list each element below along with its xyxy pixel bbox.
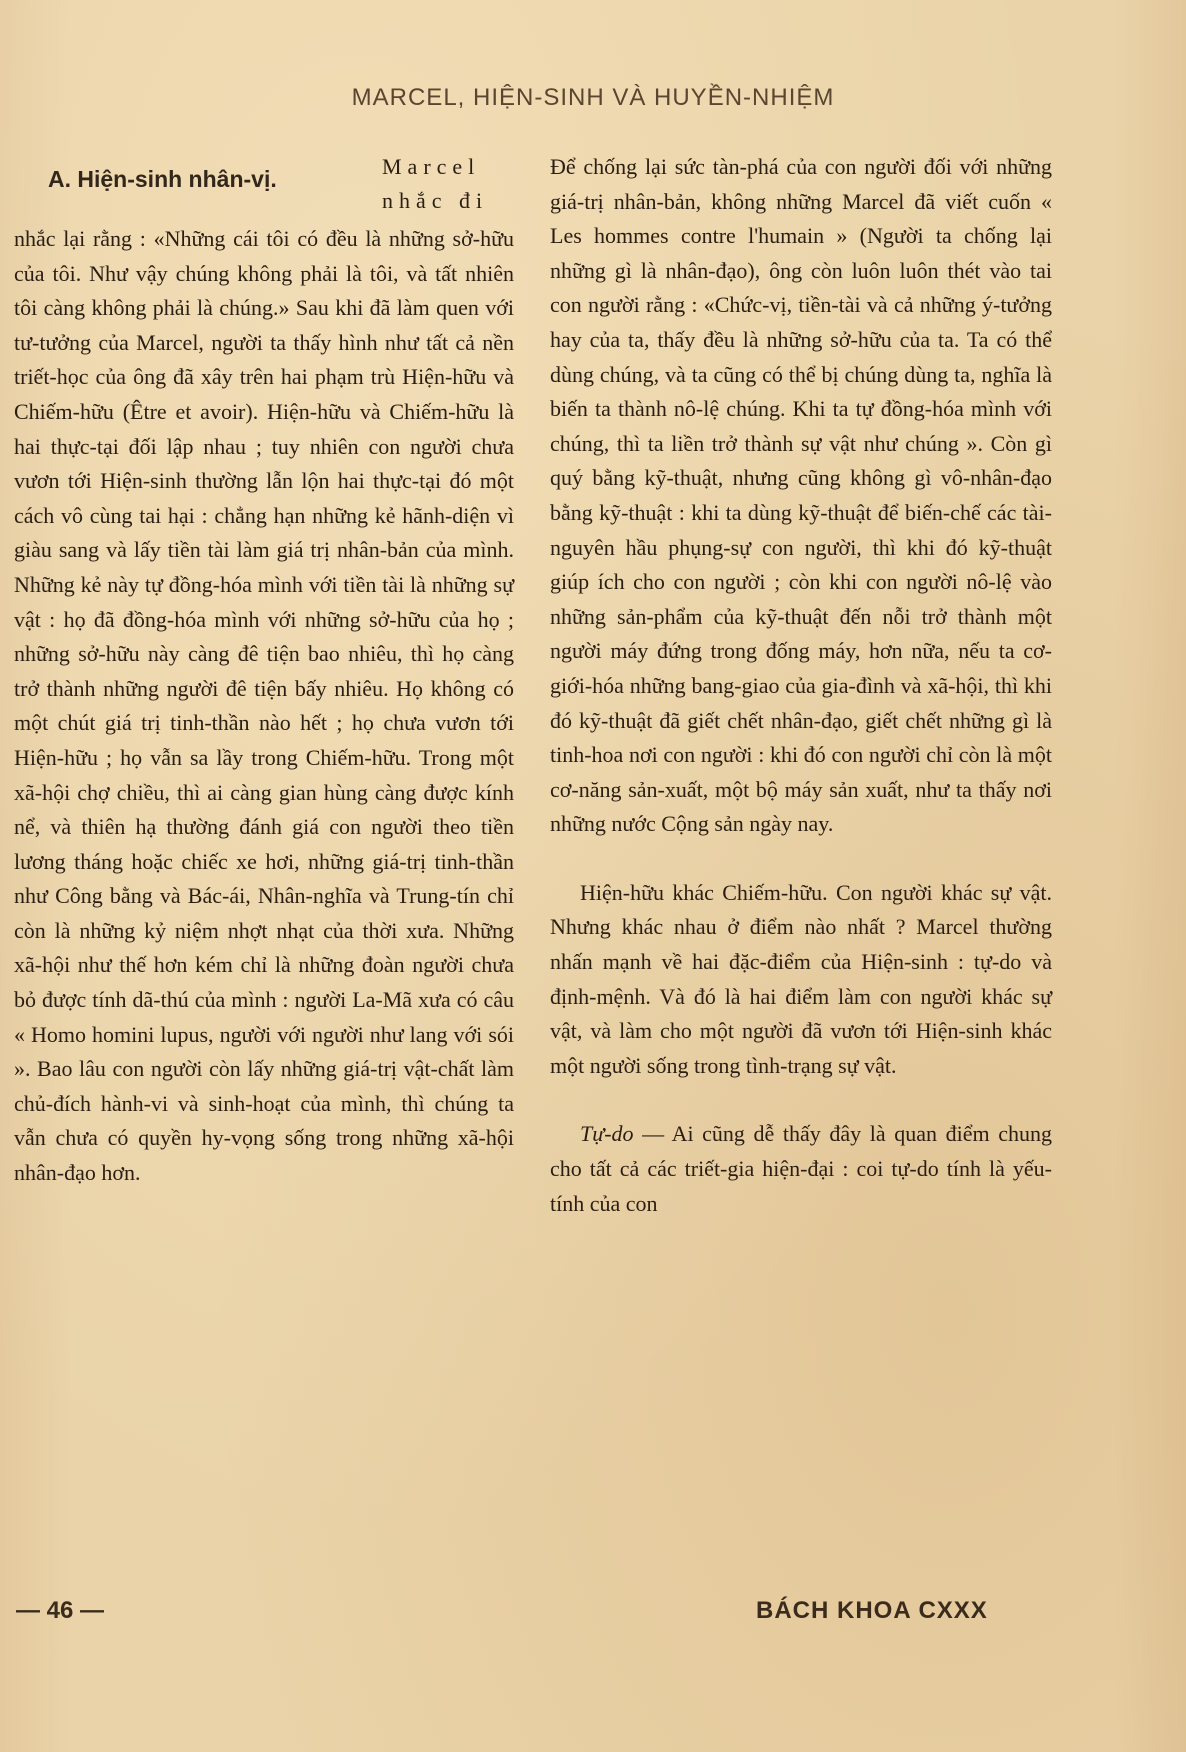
left-paragraph: nhắc lại rằng : «Những cái tôi có đều là những sở-hữu của tôi. Như vậy chúng không phải là tôi, và tất nhiên tôi càng không phải là chúng.» Sau khi đã làm quen với tư-tưởng của Marcel, người ta thấy hình như tất cả nền triết-học của ông đã xây trên hai phạm trù Hiện-hữu và Chiếm-hữu (Être et avoir). Hiện-hữu và Chiếm-hữu là hai thực-tại đối lập nhau ; tuy nhiên con người chưa vươn tới Hiện-sinh thường lẫn lộn hai thực-tại đó một cách vô cùng tai hại : chẳng hạn những kẻ hãnh-diện vì giàu sang và lấy tiền tài làm giá trị nhân-bản của mình. Những kẻ này tự đồng-hóa mình với tiền tài là những sự vật : họ đã đồng-hóa mình với những sở-hữu của họ ; những sở-hữu này càng đê tiện bao nhiêu, thì họ càng trở thành những người đê tiện bấy nhiêu. Họ không có một chút giá trị tinh-thần nào hết ; họ chưa vươn tới Hiện-hữu ; họ vẫn sa lầy trong Chiếm-hữu. Trong một xã-hội chợ chiều, thì ai càng gian hùng càng được kính nể, và thiên hạ thường đánh giá con người theo tiền lương tháng hoặc chiếc xe hơi, những giá-trị tinh-thần như Công bằng và Bác-ái, Nhân-nghĩa và Trung-tín chỉ còn là những kỷ niệm nhợt nhạt của thời xưa. Những xã-hội như thế hơn kém chỉ là những đoàn người chưa bỏ được tính dã-thú của mình : người La-Mã xưa có câu « Homo homini lupus, người với người như lang với sói ». Bao lâu con người còn lấy những giá-trị vật-chất làm chủ-đích hành-vi và sinh-hoạt của mình, thì chúng ta vẫn chưa có quyền hy-vọng sống trong những xã-hội nhân-đạo hơn. (14, 226, 514, 1186)
page-number: — 46 — (16, 1597, 105, 1624)
right-paragraph-2: Hiện-hữu khác Chiếm-hữu. Con người khác sự vật. Nhưng khác nhau ở điểm nào nhất ? Marcel thường nhấn mạnh về hai đặc-điểm của Hiện-sinh : tự-do và định-mệnh. Và đó là hai điểm làm con người khác sự vật, và làm cho một người đã vươn tới Hiện-sinh khác một người sống trong tình-trạng sự vật. (550, 879, 1052, 1078)
left-column (14, 150, 514, 1191)
running-title: MARCEL, HIỆN-SINH VÀ HUYỀN-NHIỆM (351, 84, 835, 111)
journal-name: BÁCH KHOA CXXX (756, 1597, 988, 1624)
section-heading: A. Hiện-sinh nhân-vị. (48, 166, 277, 192)
paragraph-3-text: — Ai cũng dễ thấy đây là quan điểm chung cho tất cả các triết-gia hiện-đại : coi tự-do tính là yếu-tính của con (550, 1121, 1052, 1216)
paragraph-gap (550, 1083, 1052, 1117)
paragraph-gap (550, 842, 1052, 876)
paragraph-lead-italic: Tự-do (580, 1121, 634, 1147)
right-paragraph-3 (550, 1117, 1052, 1221)
right-paragraph-1: Để chống lại sức tàn-phá của con người đối với những giá-trị nhân-bản, không những Marcel đã viết cuốn « Les hommes contre l'humain » (Người ta chống lại những gì là nhân-đạo), ông còn luôn luôn thét vào tai con người rằng : «Chức-vị, tiền-tài và cả những ý-tưởng hay của ta, thấy đều là những sở-hữu của ta. Ta có thể dùng chúng, và ta cũng có thể bị chúng dùng ta, nghĩa là biến ta thành nô-lệ chúng. Khi ta tự đồng-hóa mình với chúng, thì ta liền trở thành sự vật như chúng ». Còn gì quý bằng kỹ-thuật, nhưng cũng không gì vô-nhân-đạo bằng kỹ-thuật : khi ta dùng kỹ-thuật để biến-chế các tài-nguyên hầu phụng-sự con người, thì khi đó kỹ-thuật giúp ích cho con người ; còn khi con người nô-lệ vào những sản-phẩm của kỹ-thuật đến nỗi trở thành một người máy đứng trong đống máy, hơn nữa, nếu ta cơ-giới-hóa những bang-giao của gia-đình và xã-hội, thì khi đó kỹ-thuật đã giết chết nhân-đạo, giết chết những gì là tinh-hoa nơi con người : khi đó con người chỉ còn là một cơ-năng sản-xuất, một bộ máy sản xuất, như ta thấy nơi những nước Cộng sản ngày nay. (550, 154, 1052, 837)
right-column (550, 150, 1052, 1221)
heading-side-text: Marcel nhắc đi (382, 154, 489, 213)
section-heading-row (14, 150, 514, 222)
